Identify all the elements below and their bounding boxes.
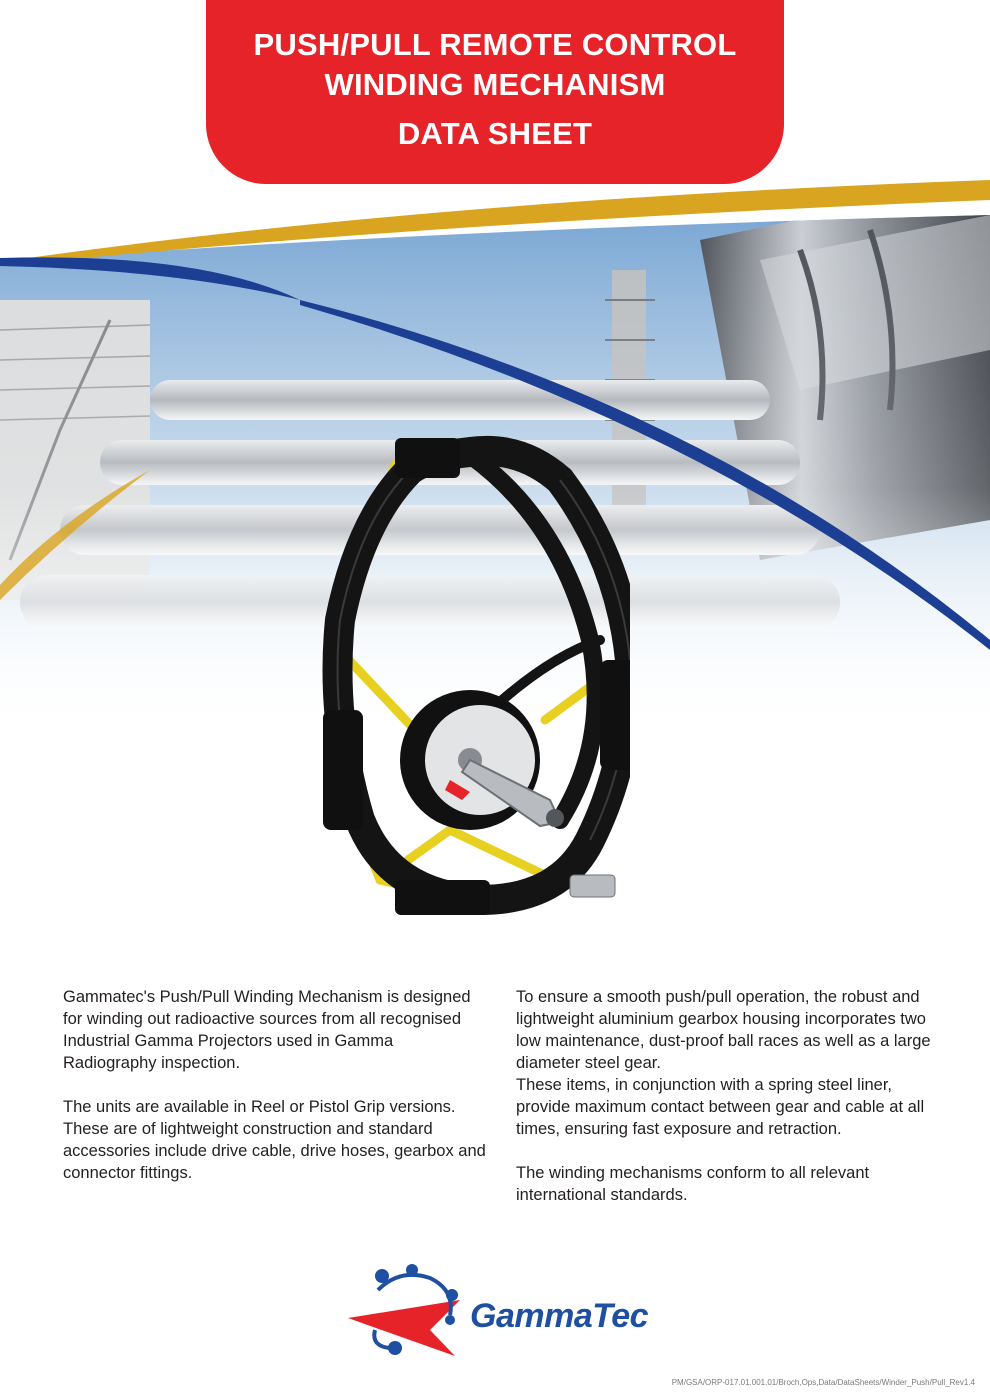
header-banner xyxy=(206,0,784,184)
left-paragraph-1: Gammatec's Push/Pull Winding Mechanism is designed for winding out radioactive sources from all recognised Industrial Gamma Projectors used in Gamma Radiography inspection. xyxy=(63,988,471,1072)
body-left-column xyxy=(63,986,488,1184)
subtitle: DATA SHEET xyxy=(397,116,593,151)
title-line-2: WINDING MECHANISM xyxy=(324,67,666,102)
body-right-column xyxy=(516,986,936,1206)
document-reference: PM/GSA/ORP-017.01.001.01/Broch,Ops,Data/DataSheets/Winder_Push/Pull_Rev1.4 xyxy=(671,1378,975,1387)
left-paragraph-2: The units are available in Reel or Pistol Grip versions. These are of lightweight construction and standard accessories include drive cable, drive hoses, gearbox and connector fittings. xyxy=(63,1098,486,1182)
right-paragraph-1b: These items, in conjunction with a spring steel liner, provide maximum contact between gear and cable at all times, ensuring fast exposure and retraction. xyxy=(516,1076,925,1138)
logo-text: GammaTec xyxy=(470,1297,649,1335)
title-line-1: PUSH/PULL REMOTE CONTROL xyxy=(253,27,737,62)
right-paragraph-2: The winding mechanisms conform to all relevant international standards. xyxy=(516,1164,870,1204)
winding-mechanism-image xyxy=(320,430,630,925)
right-paragraph-1a: To ensure a smooth push/pull operation, the robust and lightweight aluminium gearbox housing incorporates two low maintenance, dust-proof ball races as well as a large diameter steel gear. xyxy=(516,988,931,1072)
